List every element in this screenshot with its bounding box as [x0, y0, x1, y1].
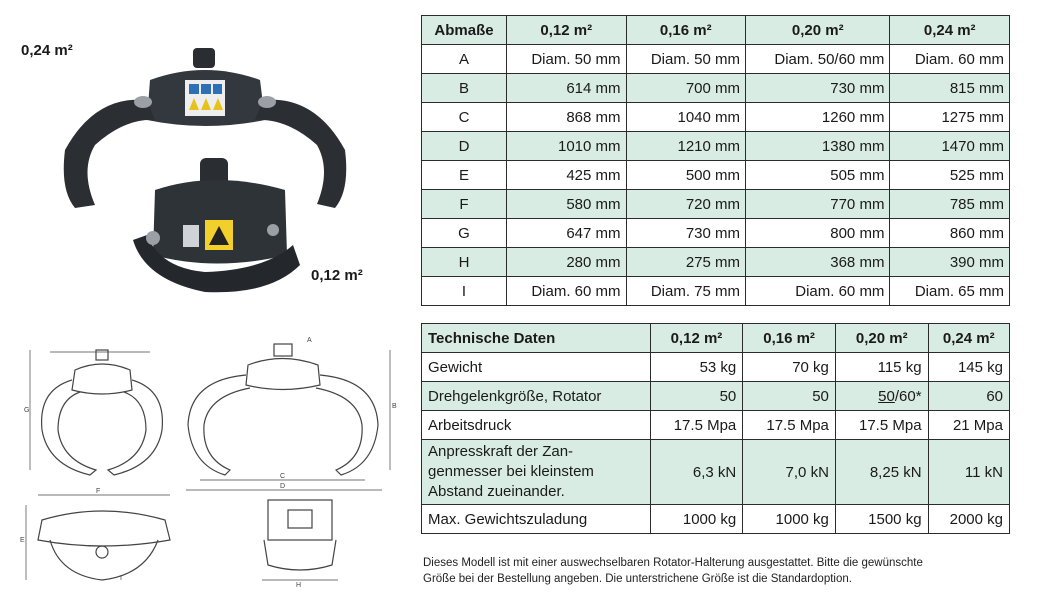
table-row	[422, 190, 1010, 219]
dims-cell: 1260 mm	[746, 103, 890, 132]
tech-cell: 50	[743, 382, 836, 411]
tech-header-row	[422, 324, 1010, 353]
dims-header-cell: 0,16 m²	[626, 16, 746, 45]
dims-cell: 425 mm	[507, 161, 627, 190]
tech-row-label: Drehgelenkgröße, Rotator	[422, 382, 651, 411]
table-row	[422, 219, 1010, 248]
grapple-photo	[55, 40, 355, 310]
dims-cell: 730 mm	[746, 74, 890, 103]
tech-cell: 11 kN	[928, 440, 1009, 505]
dims-cell: 1010 mm	[507, 132, 627, 161]
dims-cell: 860 mm	[890, 219, 1010, 248]
dims-row-label: F	[422, 190, 507, 219]
dims-row-label: B	[422, 74, 507, 103]
drawing-top-view	[26, 495, 170, 580]
svg-text:A: A	[307, 337, 312, 344]
table-row	[422, 277, 1010, 306]
dims-cell: 720 mm	[626, 190, 746, 219]
table-row	[422, 440, 1010, 505]
tech-cell: 2000 kg	[928, 505, 1009, 534]
photo-label-small: 0,12 m²	[311, 267, 363, 284]
tech-cell: 7,0 kN	[743, 440, 836, 505]
tech-cell: 6,3 kN	[650, 440, 743, 505]
table-row	[422, 45, 1010, 74]
tech-cell: 50	[650, 382, 743, 411]
svg-text:D: D	[280, 483, 286, 490]
dims-cell: Diam. 50 mm	[626, 45, 746, 74]
footnote-line: Größe bei der Bestellung angeben. Die unterstrichene Größe ist die Standardoption.	[423, 573, 852, 585]
table-row	[422, 103, 1010, 132]
dims-row-label: G	[422, 219, 507, 248]
tech-header-cell: 0,12 m²	[650, 324, 743, 353]
dims-cell: Diam. 65 mm	[890, 277, 1010, 306]
tech-header-cell: 0,20 m²	[835, 324, 928, 353]
tech-cell: 8,25 kN	[835, 440, 928, 505]
tech-header-cell: 0,24 m²	[928, 324, 1009, 353]
dims-cell: 500 mm	[626, 161, 746, 190]
dims-row-label: H	[422, 248, 507, 277]
dims-header-cell: 0,12 m²	[507, 16, 627, 45]
dims-row-label: A	[422, 45, 507, 74]
svg-text:B: B	[392, 403, 397, 410]
drawing-front-view	[30, 350, 162, 475]
table-row	[422, 161, 1010, 190]
dims-header-cell: 0,24 m²	[890, 16, 1010, 45]
tech-cell: 1000 kg	[650, 505, 743, 534]
alternative-option: /60*	[894, 387, 922, 405]
svg-text:F: F	[96, 488, 101, 495]
dims-cell: 580 mm	[507, 190, 627, 219]
dims-cell: 800 mm	[746, 219, 890, 248]
tech-row-label: Max. Gewichtszuladung	[422, 505, 651, 534]
table-row	[422, 248, 1010, 277]
dims-cell: 647 mm	[507, 219, 627, 248]
svg-text:E: E	[20, 537, 25, 544]
dims-cell: 1040 mm	[626, 103, 746, 132]
technical-drawings	[20, 330, 410, 590]
tech-header-cell: 0,16 m²	[743, 324, 836, 353]
dims-cell: 770 mm	[746, 190, 890, 219]
dims-cell: 1275 mm	[890, 103, 1010, 132]
table-row	[422, 505, 1010, 534]
tech-row-label: Arbeitsdruck	[422, 411, 651, 440]
table-row	[422, 353, 1010, 382]
table-row	[422, 382, 1010, 411]
svg-text:I: I	[120, 575, 122, 582]
tech-cell: 21 Mpa	[928, 411, 1009, 440]
tech-row-label-line: Abstand zueinander.	[428, 483, 565, 500]
tech-cell: 1500 kg	[835, 505, 928, 534]
tech-row-label-multiline	[422, 440, 651, 505]
dims-cell: Diam. 60 mm	[890, 45, 1010, 74]
dims-cell: 785 mm	[890, 190, 1010, 219]
photo-label-large: 0,24 m²	[21, 42, 73, 59]
tech-cell: 145 kg	[928, 353, 1009, 382]
dims-cell: 1380 mm	[746, 132, 890, 161]
drawing-side-view	[186, 344, 390, 490]
dims-cell: 275 mm	[626, 248, 746, 277]
dims-cell: 730 mm	[626, 219, 746, 248]
svg-text:G: G	[24, 407, 30, 414]
dims-cell: Diam. 50/60 mm	[746, 45, 890, 74]
dims-cell: Diam. 60 mm	[746, 277, 890, 306]
dims-cell: 700 mm	[626, 74, 746, 103]
dims-cell: 368 mm	[746, 248, 890, 277]
tech-cell: 17.5 Mpa	[743, 411, 836, 440]
tech-cell: 17.5 Mpa	[835, 411, 928, 440]
tech-row-label: Gewicht	[422, 353, 651, 382]
table-row	[422, 132, 1010, 161]
tech-cell: 17.5 Mpa	[650, 411, 743, 440]
dims-cell: 614 mm	[507, 74, 627, 103]
dims-row-label: E	[422, 161, 507, 190]
svg-text:H: H	[296, 582, 302, 589]
dims-header-cell: 0,20 m²	[746, 16, 890, 45]
footnote-line: Dieses Modell ist mit einer auswechselbaren Rotator-Halterung ausgestattet. Bitte die gewünschte	[423, 557, 923, 569]
dims-cell: 1210 mm	[626, 132, 746, 161]
tech-cell: 53 kg	[650, 353, 743, 382]
dims-cell: 815 mm	[890, 74, 1010, 103]
table-row	[422, 411, 1010, 440]
dims-cell: Diam. 75 mm	[626, 277, 746, 306]
dims-cell: 505 mm	[746, 161, 890, 190]
dims-cell: 390 mm	[890, 248, 1010, 277]
dims-cell: 280 mm	[507, 248, 627, 277]
dims-cell: 868 mm	[507, 103, 627, 132]
small-grapple-image	[133, 158, 300, 292]
tech-cell: 60	[928, 382, 1009, 411]
tech-cell-rotator	[835, 382, 928, 411]
drawing-rear-view	[262, 500, 338, 580]
dims-row-label: D	[422, 132, 507, 161]
dimensions-table	[421, 15, 1010, 306]
dims-header-row	[422, 16, 1010, 45]
tech-cell: 70 kg	[743, 353, 836, 382]
dims-cell: 525 mm	[890, 161, 1010, 190]
dims-cell: Diam. 50 mm	[507, 45, 627, 74]
tech-cell: 1000 kg	[743, 505, 836, 534]
tech-row-label-line: Anpresskraft der Zan-	[428, 443, 574, 460]
tech-cell: 115 kg	[835, 353, 928, 382]
technical-data-table	[421, 323, 1010, 534]
tech-row-label-line: genmesser bei kleinstem	[428, 463, 594, 480]
standard-option-underlined: 50	[878, 387, 895, 405]
dims-row-label: C	[422, 103, 507, 132]
dims-header-cell: Abmaße	[422, 16, 507, 45]
tech-header-cell: Technische Daten	[422, 324, 651, 353]
footnote	[423, 555, 1023, 587]
svg-text:C: C	[280, 473, 286, 480]
table-row	[422, 74, 1010, 103]
dims-row-label: I	[422, 277, 507, 306]
dims-cell: Diam. 60 mm	[507, 277, 627, 306]
dims-cell: 1470 mm	[890, 132, 1010, 161]
